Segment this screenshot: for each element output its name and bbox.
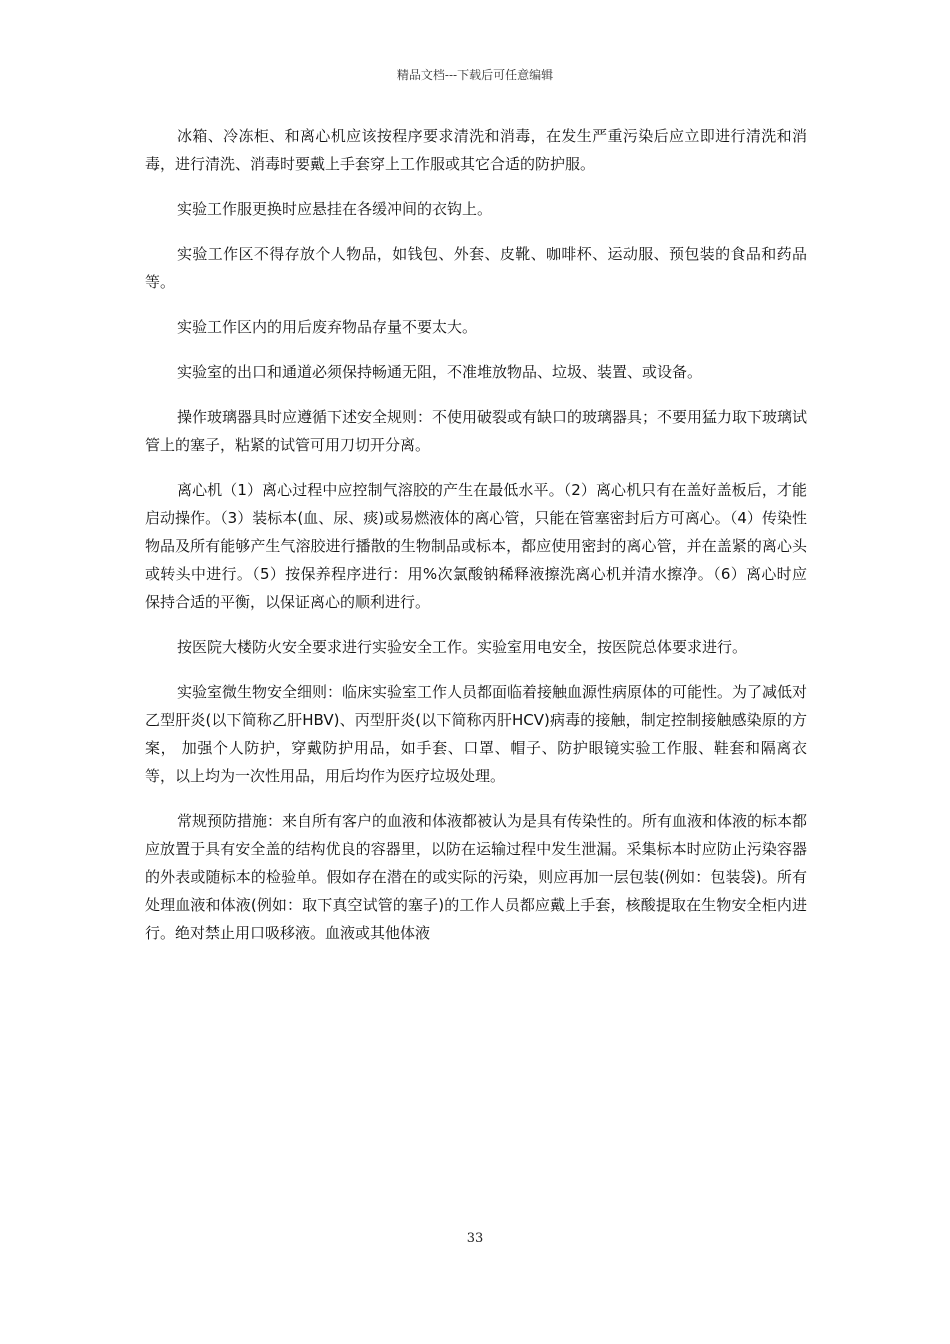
document-body	[145, 122, 807, 964]
paragraph: 实验工作区内的用后废弃物品存量不要太大。	[177, 318, 478, 336]
paragraph: 按医院大楼防火安全要求进行实验安全工作。实验室用电安全，按医院总体要求进行。	[177, 638, 748, 656]
paragraph: 实验工作服更换时应悬挂在各缓冲间的衣钩上。	[177, 200, 493, 218]
paragraph: 离心机（1）离心过程中应控制气溶胶的产生在最低水平。（2）离心机只有在盖好盖板后，才能启动操作。（3）装标本(血、尿、痰)或易燃液体的离心管，只能在管塞密封后方可离心。（4）传染性物品及所有能够产生气溶胶进行播散的生物制品或标本，都应使用密封的离心管，并在盖紧的离心头或转头中进行。（5）按保养程序进行：用%次氯酸钠稀释液擦洗离心机并清水擦净。（6）离心时应保持合适的平衡，以保证离心的顺利进行。	[145, 481, 807, 611]
page-header: 精品文档---下载后可任意编辑	[396, 68, 554, 82]
paragraph: 实验室的出口和通道必须保持畅通无阻，不准堆放物品、垃圾、装置、或设备。	[177, 363, 703, 381]
paragraph: 实验工作区不得存放个人物品，如钱包、外套、皮靴、咖啡杯、运动服、预包装的食品和药品等。	[145, 245, 807, 291]
paragraph: 操作玻璃器具时应遵循下述安全规则：不使用破裂或有缺口的玻璃器具；不要用猛力取下玻璃试管上的塞子，粘紧的试管可用刀切开分离。	[145, 408, 808, 454]
page-number: 33	[466, 1231, 484, 1246]
paragraph: 常规预防措施：来自所有客户的血液和体液都被认为是具有传染性的。所有血液和体液的标本都应放置于具有安全盖的结构优良的容器里，以防在运输过程中发生泄漏。采集标本时应防止污染容器的外表或随标本的检验单。假如存在潜在的或实际的污染，则应再加一层包装(例如：包装袋)。所有处理血液和体液(例如：取下真空试管的塞子)的工作人员都应戴上手套，核酸提取在生物安全柜内进行。绝对禁止用口吸移液。血液或其他体液	[145, 812, 808, 942]
paragraph: 冰箱、冷冻柜、和离心机应该按程序要求清洗和消毒，在发生严重污染后应立即进行清洗和消毒，进行清洗、消毒时要戴上手套穿上工作服或其它合适的防护服。	[145, 127, 807, 173]
paragraph: 实验室微生物安全细则：临床实验室工作人员都面临着接触血源性病原体的可能性。为了减低对乙型肝炎(以下简称乙肝HBV)、丙型肝炎(以下简称丙肝HCV)病毒的接触，制定控制接触感染原的方案， 加强个人防护，穿戴防护用品，如手套、口罩、帽子、防护眼镜实验工作服、鞋套和隔离衣等，以上均为一次性用品，用后均作为医疗垃圾处理。	[145, 683, 808, 785]
